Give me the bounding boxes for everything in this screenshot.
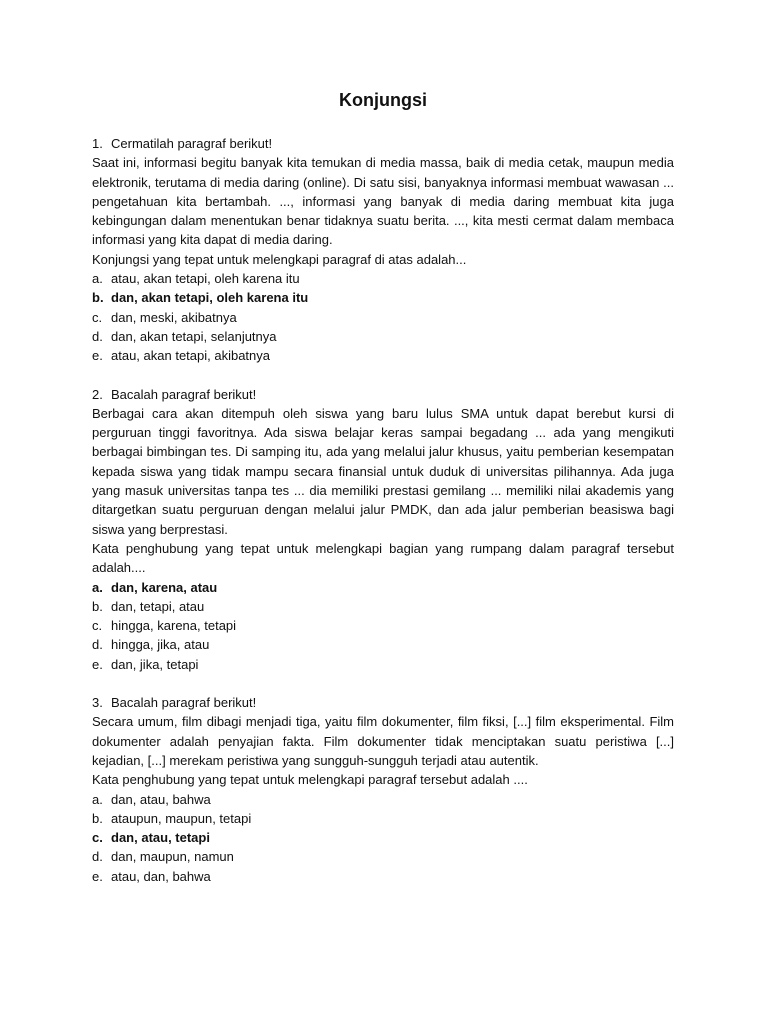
option-a xyxy=(92,269,674,288)
option-text: hingga, jika, atau xyxy=(111,637,210,653)
option-letter: d. xyxy=(92,637,103,653)
option-letter: b. xyxy=(92,810,103,826)
question-1 xyxy=(92,134,674,366)
option-text: atau, akan tetapi, oleh karena itu xyxy=(111,271,300,287)
question-3 xyxy=(92,693,674,886)
option-list xyxy=(92,578,674,674)
option-letter: a. xyxy=(92,271,103,287)
option-text: dan, karena, atau xyxy=(111,579,218,595)
option-text: dan, atau, tetapi xyxy=(111,830,210,846)
question-instruction: Bacalah paragraf berikut! xyxy=(111,695,257,711)
question-number: 3. xyxy=(92,695,103,711)
option-text: dan, akan tetapi, oleh karena itu xyxy=(111,290,309,306)
option-text: dan, maupun, namun xyxy=(111,849,234,865)
question-paragraph: Saat ini, informasi begitu banyak kita temukan di media massa, baik di media cetak, maupun media elektronik, terutama di media daring (online). Di satu sisi, banyaknya informasi membuat wawasan ... pengetahuan kita bertambah. ..., informasi yang banyak di media daring membuat kita juga kebingungan dalam menentukan benar tidaknya suatu berita. ..., kita mesti cermat dalam membaca informasi yang kita dapat di media daring. xyxy=(92,155,674,248)
option-e xyxy=(92,655,674,674)
option-text: dan, akan tetapi, selanjutnya xyxy=(111,328,277,344)
question-paragraph: Secara umum, film dibagi menjadi tiga, yaitu film dokumenter, film fiksi, [...] film eksperimental. Film dokumenter adalah penyajian fakta. Film dokumenter tidak menciptakan suatu peristiwa [...] kejadian, [...] merekam peristiwa yang sungguh-sungguh terjadi atau autentik. xyxy=(92,714,674,768)
option-b-correct xyxy=(92,288,674,307)
option-letter: b. xyxy=(92,290,104,306)
option-c-correct xyxy=(92,828,674,847)
option-c xyxy=(92,616,674,635)
option-text: atau, akan tetapi, akibatnya xyxy=(111,348,271,364)
question-number: 1. xyxy=(92,136,103,151)
option-letter: c. xyxy=(92,618,103,634)
question-prompt: Kata penghubung yang tepat untuk melengkapi paragraf tersebut adalah .... xyxy=(92,772,528,788)
option-text: hingga, karena, tetapi xyxy=(111,618,237,634)
question-prompt: Konjungsi yang tepat untuk melengkapi paragraf di atas adalah... xyxy=(92,251,467,267)
option-text: dan, tetapi, atau xyxy=(111,598,205,614)
option-list xyxy=(92,269,674,365)
option-b xyxy=(92,809,674,828)
option-letter: a. xyxy=(92,791,103,807)
option-letter: d. xyxy=(92,849,103,865)
document-page xyxy=(92,88,674,905)
option-e xyxy=(92,346,674,365)
option-e xyxy=(92,867,674,886)
option-b xyxy=(92,597,674,616)
question-heading xyxy=(92,385,674,404)
option-d xyxy=(92,847,674,866)
option-d xyxy=(92,635,674,654)
question-prompt: Kata penghubung yang tepat untuk melengkapi bagian yang rumpang dalam paragraf tersebut adalah.... xyxy=(92,540,674,576)
question-number: 2. xyxy=(92,386,103,402)
option-list xyxy=(92,790,674,886)
question-heading xyxy=(92,693,674,712)
option-c xyxy=(92,308,674,327)
option-letter: b. xyxy=(92,598,103,614)
option-a-correct xyxy=(92,578,674,597)
option-letter: e. xyxy=(92,656,103,672)
option-text: atau, dan, bahwa xyxy=(111,868,211,884)
option-letter: c. xyxy=(92,309,103,325)
option-letter: e. xyxy=(92,868,103,884)
question-paragraph: Berbagai cara akan ditempuh oleh siswa yang baru lulus SMA untuk dapat berebut kursi di perguruan tinggi favoritnya. Ada siswa belajar keras sampai begadang ... ada yang mengikuti berbagai bimbingan tes. Di samping itu, ada yang melalui jalur khusus, yaitu pemberian kesempatan kepada siswa yang tidak mampu secara finansial untuk duduk di universitas pilihannya. Ada juga yang masuk universitas tanpa tes ... dia memiliki prestasi gemilang ... memiliki nilai akademis yang ditargetkan suatu perguruan dengan melalui jalur PMDK, dan ada jalur pemberian beasiswa bagi siswa yang berprestasi. xyxy=(92,405,674,537)
question-2 xyxy=(92,385,674,674)
option-d xyxy=(92,327,674,346)
option-letter: a. xyxy=(92,579,103,595)
option-letter: c. xyxy=(92,830,103,846)
option-a xyxy=(92,790,674,809)
question-heading xyxy=(92,134,674,153)
option-text: dan, meski, akibatnya xyxy=(111,309,237,325)
question-instruction: Cermatilah paragraf berikut! xyxy=(111,136,273,151)
page-title: Konjungsi xyxy=(339,90,427,110)
option-letter: d. xyxy=(92,328,103,344)
option-letter: e. xyxy=(92,348,103,364)
option-text: dan, jika, tetapi xyxy=(111,656,199,672)
option-text: dan, atau, bahwa xyxy=(111,791,211,807)
question-instruction: Bacalah paragraf berikut! xyxy=(111,386,257,402)
option-text: ataupun, maupun, tetapi xyxy=(111,810,252,826)
